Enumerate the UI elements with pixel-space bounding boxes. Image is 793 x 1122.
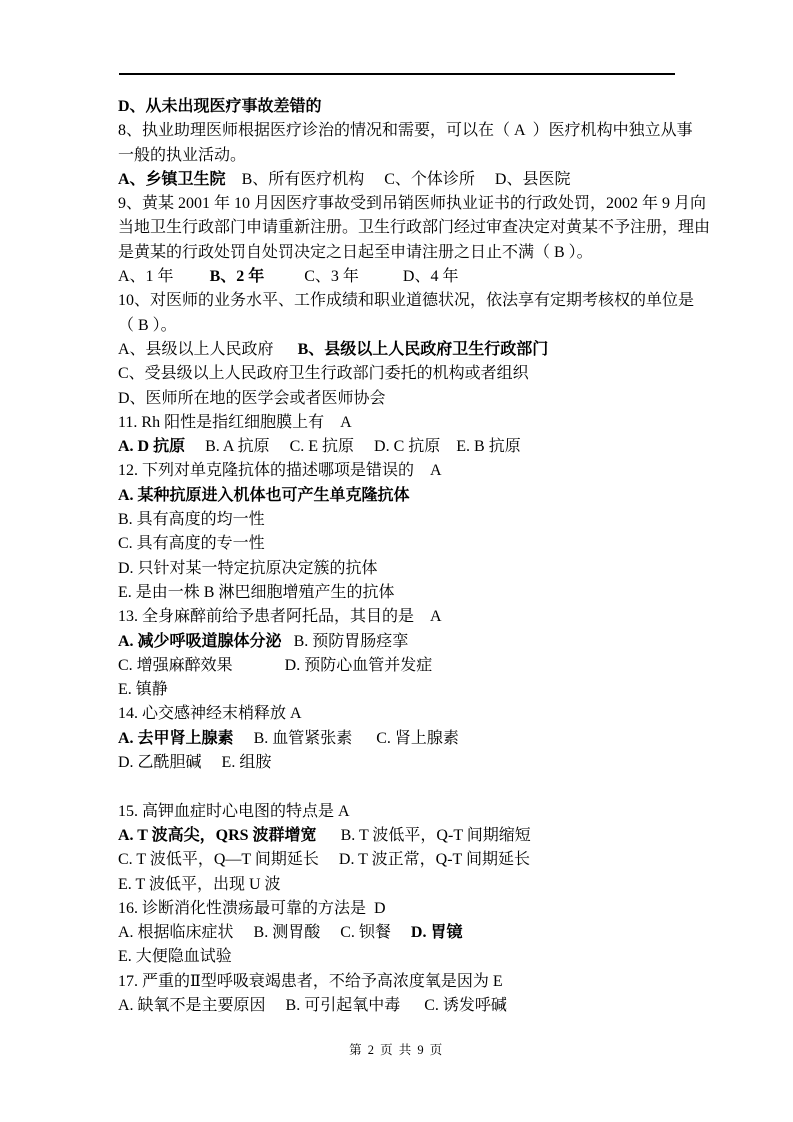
text-segment: E. T 波低平，出现 U 波 — [118, 875, 281, 893]
text-line — [118, 95, 678, 119]
page-number-footer: 第 2 页 共 9 页 — [349, 1043, 444, 1057]
text-segment: B、所有医疗机构 C、个体诊所 D、县医院 — [225, 170, 571, 188]
text-line — [118, 897, 678, 921]
header-divider — [119, 73, 675, 75]
text-segment: 11. Rh 阳性是指红细胞膜上有 A — [118, 413, 352, 431]
text-line — [118, 581, 678, 605]
text-line — [118, 605, 678, 629]
text-segment: E. 镇静 — [118, 681, 168, 699]
text-segment: A. 某种抗原进入机体也可产生单克隆抗体 — [118, 486, 410, 504]
text-line — [118, 848, 678, 872]
text-segment: D. 只针对某一特定抗原决定簇的抗体 — [118, 559, 378, 577]
text-line — [118, 459, 678, 483]
text-line — [118, 362, 678, 386]
text-segment: 17. 严重的Ⅱ型呼吸衰竭患者，不给予高浓度氧是因为 E — [118, 972, 503, 990]
text-segment: 9、黄某 2001 年 10 月因医疗事故受到吊销医师执业证书的行政处罚，2002 年 9 月向 — [118, 195, 707, 213]
text-line — [118, 970, 678, 994]
text-segment: D、从未出现医疗事故差错的 — [118, 98, 322, 115]
text-line — [118, 411, 678, 435]
text-segment: D、医师所在地的医学会或者医师协会 — [118, 389, 386, 407]
text-line — [118, 630, 678, 654]
text-line — [118, 216, 711, 240]
text-segment: B. 具有高度的均一性 — [118, 511, 265, 529]
text-segment: （ B ）。 — [118, 316, 177, 334]
text-segment: B. A 抗原 C. E 抗原 D. C 抗原 E. B 抗原 — [185, 438, 521, 456]
text-segment: A. 去甲肾上腺素 — [118, 729, 234, 747]
document-text — [118, 95, 711, 1018]
text-segment: C. 具有高度的专一性 — [118, 535, 265, 553]
text-segment: C. T 波低平，Q—T 间期延长 D. T 波正常，Q-T 间期延长 — [118, 851, 531, 869]
text-line — [118, 727, 678, 751]
text-segment: E. 大便隐血试验 — [118, 948, 232, 966]
text-line — [118, 119, 693, 143]
text-segment: 14. 心交感神经末梢释放 A — [118, 705, 302, 723]
text-line — [118, 484, 678, 508]
text-line — [118, 921, 678, 945]
text-line — [118, 168, 678, 192]
text-segment: 15. 高钾血症时心电图的特点是 A — [118, 802, 350, 820]
text-line — [118, 654, 678, 678]
text-line — [118, 751, 678, 775]
text-line — [118, 873, 678, 897]
text-segment: 16. 诊断消化性溃疡最可靠的方法是 D — [118, 899, 386, 917]
text-line — [118, 387, 678, 411]
text-line — [118, 314, 678, 338]
text-line — [118, 192, 707, 216]
text-line — [118, 994, 678, 1018]
text-segment: 是黄某的行政处罚自处罚决定之日起至申请注册之日止不满（ B ）。 — [118, 243, 593, 261]
text-segment: C、受县级以上人民政府卫生行政部门委托的机构或者组织 — [118, 365, 529, 383]
text-line — [118, 824, 678, 848]
text-line — [118, 435, 678, 459]
text-segment: A、乡镇卫生院 — [118, 170, 226, 188]
text-line — [118, 338, 678, 362]
text-segment: B. T 波低平，Q-T 间期缩短 — [316, 826, 531, 844]
text-line — [118, 678, 678, 702]
text-line — [118, 241, 678, 265]
text-line — [118, 800, 678, 824]
text-segment: C. 增强麻醉效果 D. 预防心血管并发症 — [118, 656, 433, 674]
text-segment: 一般的执业活动。 — [118, 146, 247, 164]
text-segment: B. 血管紧张素 C. 肾上腺素 — [233, 729, 459, 747]
text-line — [118, 265, 678, 289]
text-segment: A、1 年 — [118, 268, 210, 286]
text-segment: 当地卫生行政部门申请重新注册。卫生行政部门经过审查决定对黄某不予注册，理由 — [118, 219, 711, 237]
text-segment: A、县级以上人民政府 — [118, 340, 298, 358]
text-segment: A. T 波高尖，QRS 波群增宽 — [118, 826, 317, 844]
text-segment: 13. 全身麻醉前给予患者阿托品，其目的是 A — [118, 608, 442, 626]
text-line — [118, 775, 678, 799]
text-segment: D. 胃镜 — [410, 924, 463, 942]
text-segment: 12. 下列对单克隆抗体的描述哪项是错误的 A — [118, 462, 442, 480]
text-segment: E. 是由一株 B 淋巴细胞增殖产生的抗体 — [118, 583, 395, 601]
text-line — [118, 945, 678, 969]
text-segment: 10、对医师的业务水平、工作成绩和职业道德状况，依法享有定期考核权的单位是 — [118, 292, 695, 310]
text-segment: D. 乙酰胆碱 E. 组胺 — [118, 754, 272, 772]
text-segment: B、2 年 — [209, 268, 265, 286]
text-segment: 8、执业助理医师根据医疗诊治的情况和需要，可以在（ A ）医疗机构中独立从事 — [118, 122, 693, 140]
text-segment: B、县级以上人民政府卫生行政部门 — [297, 340, 549, 358]
text-segment: C、3 年 D、4 年 — [264, 268, 459, 286]
text-segment: A. 减少呼吸道腺体分泌 — [118, 632, 282, 650]
text-line — [118, 557, 678, 581]
text-line — [118, 702, 678, 726]
text-line — [118, 508, 678, 532]
text-segment: B. 预防胃肠痉挛 — [281, 632, 409, 650]
text-line — [118, 289, 695, 313]
text-segment: A. 缺氧不是主要原因 B. 可引起氧中毒 C. 诱发呼碱 — [118, 996, 507, 1014]
text-line — [118, 144, 678, 168]
text-segment: A. 根据临床症状 B. 测胃酸 C. 钡餐 — [118, 924, 411, 942]
text-segment: A. D 抗原 — [118, 438, 186, 456]
text-line — [118, 532, 678, 556]
